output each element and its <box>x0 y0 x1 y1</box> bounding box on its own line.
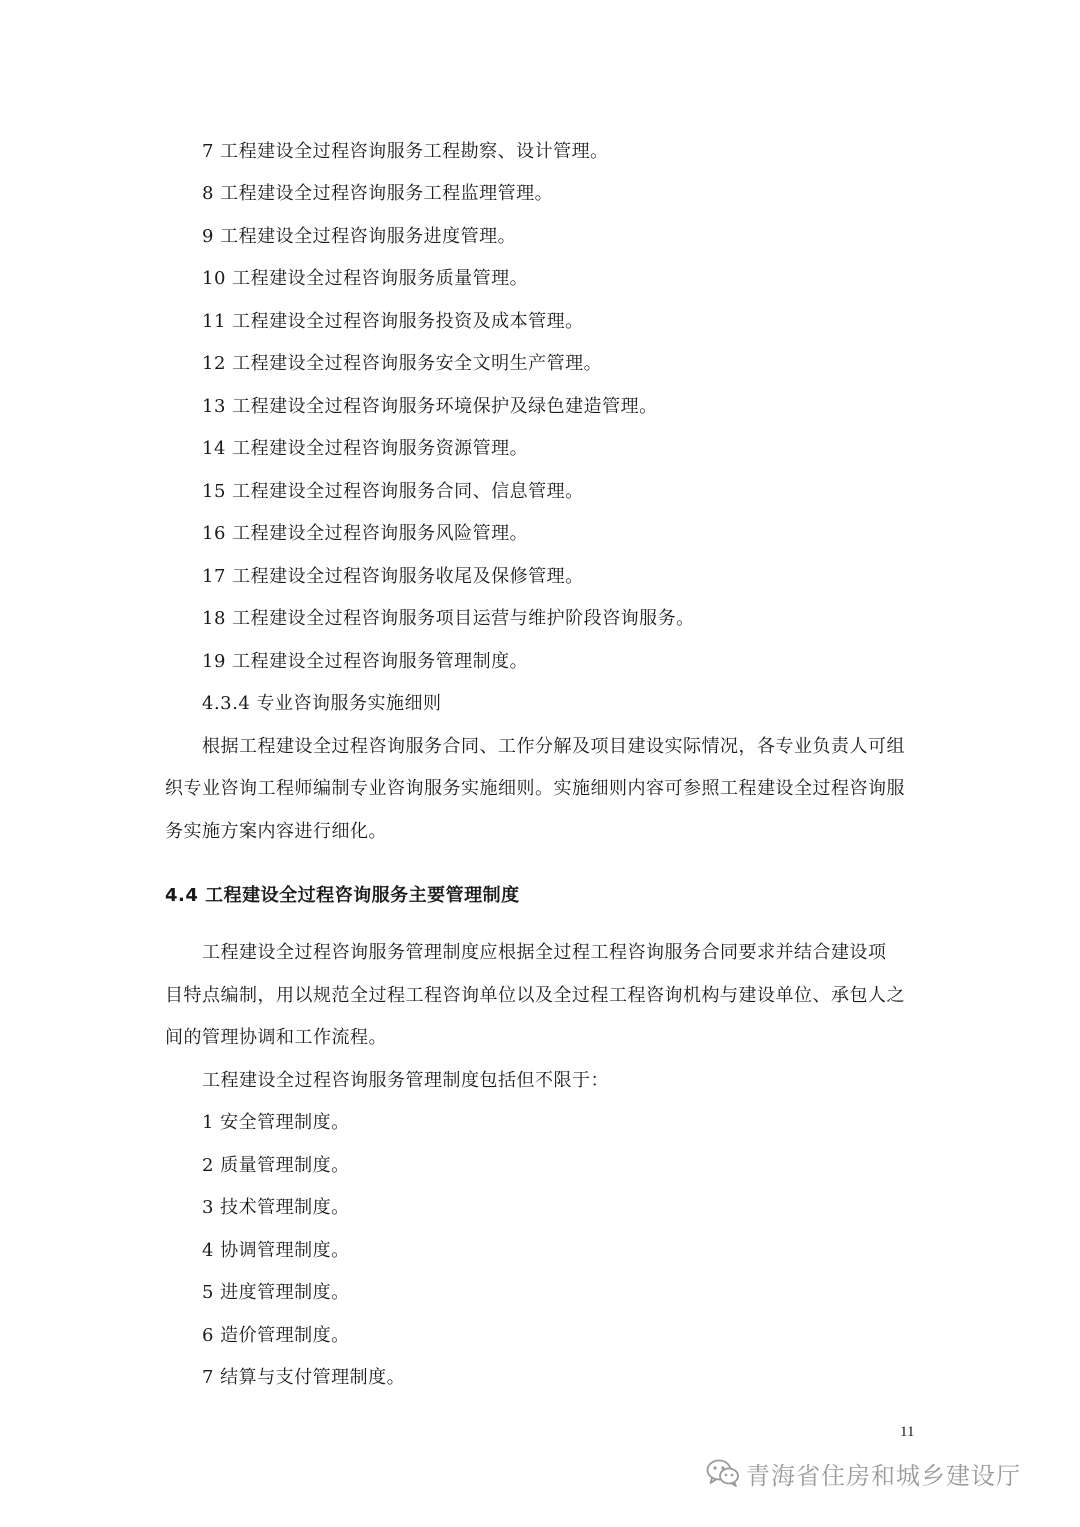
list-item: 4 协调管理制度。 <box>202 1240 350 1261</box>
page-number: 11 <box>900 1424 915 1440</box>
paragraph-line: 务实施方案内容进行细化。 <box>165 821 387 842</box>
subsection-title: 4.3.4 专业咨询服务实施细则 <box>202 693 442 714</box>
list-item: 19 工程建设全过程咨询服务管理制度。 <box>202 651 529 672</box>
list-item: 9 工程建设全过程咨询服务进度管理。 <box>202 226 517 247</box>
list-item: 18 工程建设全过程咨询服务项目运营与维护阶段咨询服务。 <box>202 608 695 629</box>
paragraph-line: 目特点编制，用以规范全过程工程咨询单位以及全过程工程咨询机构与建设单位、承包人之 <box>165 985 905 1006</box>
list-item: 6 造价管理制度。 <box>202 1325 350 1346</box>
list-item: 14 工程建设全过程咨询服务资源管理。 <box>202 438 529 459</box>
wechat-icon <box>706 1458 740 1488</box>
list-item: 7 结算与支付管理制度。 <box>202 1367 406 1388</box>
list-item: 13 工程建设全过程咨询服务环境保护及绿色建造管理。 <box>202 396 658 417</box>
paragraph-line: 工程建设全过程咨询服务管理制度应根据全过程工程咨询服务合同要求并结合建设项 <box>202 942 887 963</box>
list-item: 16 工程建设全过程咨询服务风险管理。 <box>202 523 529 544</box>
list-item: 7 工程建设全过程咨询服务工程勘察、设计管理。 <box>202 141 609 162</box>
list-item: 8 工程建设全过程咨询服务工程监理管理。 <box>202 183 554 204</box>
list-item: 11 工程建设全过程咨询服务投资及成本管理。 <box>202 311 584 332</box>
section-title: 4.4 工程建设全过程咨询服务主要管理制度 <box>165 885 520 906</box>
paragraph-line: 根据工程建设全过程咨询服务合同、工作分解及项目建设实际情况，各专业负责人可组 <box>202 736 905 757</box>
list-item: 3 技术管理制度。 <box>202 1197 350 1218</box>
paragraph-line: 织专业咨询工程师编制专业咨询服务实施细则。实施细则内容可参照工程建设全过程咨询服 <box>165 778 905 799</box>
list-item: 5 进度管理制度。 <box>202 1282 350 1303</box>
list-item: 10 工程建设全过程咨询服务质量管理。 <box>202 268 529 289</box>
list-item: 1 安全管理制度。 <box>202 1112 350 1133</box>
list-item: 12 工程建设全过程咨询服务安全文明生产管理。 <box>202 353 603 374</box>
paragraph-line: 间的管理协调和工作流程。 <box>165 1027 387 1048</box>
watermark <box>706 1455 1021 1491</box>
list-item: 15 工程建设全过程咨询服务合同、信息管理。 <box>202 481 584 502</box>
list-item: 2 质量管理制度。 <box>202 1155 350 1176</box>
paragraph-line: 工程建设全过程咨询服务管理制度包括但不限于： <box>202 1070 609 1091</box>
list-item: 17 工程建设全过程咨询服务收尾及保修管理。 <box>202 566 584 587</box>
watermark-text: 青海省住房和城乡建设厅 <box>746 1461 1021 1490</box>
